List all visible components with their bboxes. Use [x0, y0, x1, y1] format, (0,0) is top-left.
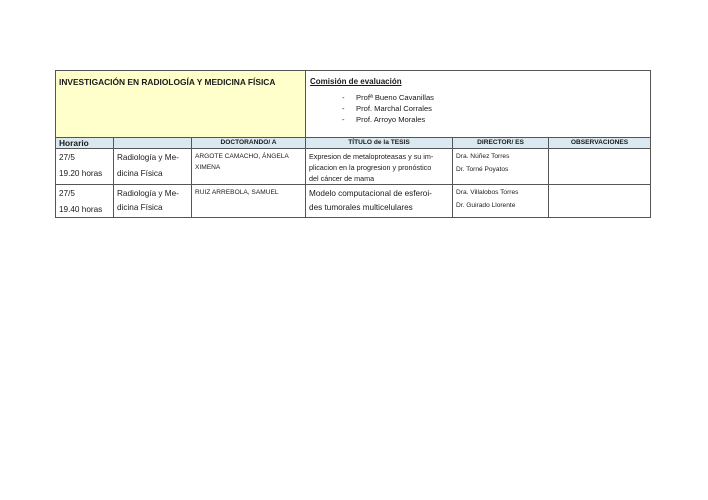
area-line: dicina Física: [117, 169, 163, 178]
observaciones-cell: [549, 149, 651, 185]
titulo-line: Expresion de metaloproteasas y su im-: [309, 152, 434, 161]
program-title: INVESTIGACIÓN EN RADIOLOGÍA Y MEDICINA FÍSICA: [56, 71, 306, 138]
col-area: [114, 138, 192, 149]
directores-cell: [453, 185, 549, 218]
table-row: [56, 185, 651, 218]
director: Dr. Guirado Llorente: [456, 202, 516, 209]
comision-member: [342, 103, 647, 114]
time: 19.20 horas: [59, 169, 103, 178]
director: Dra. Villalobos Torres: [456, 189, 519, 196]
col-doctorando: DOCTORANDO/ A: [192, 138, 306, 149]
member-name: Profª Bueno Cavanillas: [356, 93, 434, 102]
col-titulo: TÍTULO de la TESIS: [306, 138, 453, 149]
area-cell: [114, 149, 192, 185]
doctorando-line: RUIZ ARREBOLA, SAMUEL: [195, 189, 279, 196]
date: 27/5: [59, 153, 75, 162]
horario-cell: [56, 185, 114, 218]
director: Dr. Torné Poyatos: [456, 166, 509, 173]
bullet-dash: -: [342, 93, 345, 102]
comision-member: [342, 92, 647, 103]
titulo-line: des tumorales multicelulares: [309, 203, 413, 212]
doctorando-line: ARGOTE CAMACHO, ÁNGELA: [195, 153, 289, 160]
directores-cell: [453, 149, 549, 185]
bullet-dash: -: [342, 115, 345, 124]
time: 19.40 horas: [59, 205, 103, 214]
comision-title: Comisión de evaluación: [310, 77, 402, 86]
column-header-row: [56, 138, 651, 149]
area-line: Radiología y Me-: [117, 189, 179, 198]
area-line: Radiología y Me-: [117, 153, 179, 162]
comision-block: [306, 71, 651, 138]
member-name: Prof. Marchal Corrales: [356, 104, 432, 113]
member-name: Prof. Arroyo Morales: [356, 115, 426, 124]
titulo-cell: [306, 185, 453, 218]
area-line: dicina Física: [117, 203, 163, 212]
horario-cell: [56, 149, 114, 185]
col-directores: DIRECTOR/ ES: [453, 138, 549, 149]
comision-member: [342, 114, 647, 125]
schedule-table: [55, 70, 651, 218]
area-cell: [114, 185, 192, 218]
titulo-cell: [306, 149, 453, 185]
titulo-line: del cáncer de mama: [309, 174, 375, 183]
doctorando-line: XIMENA: [195, 164, 221, 171]
titulo-line: Modelo computacional de esferoi-: [309, 189, 432, 198]
doctorando-cell: [192, 149, 306, 185]
date: 27/5: [59, 189, 75, 198]
col-horario: Horario: [56, 138, 114, 149]
bullet-dash: -: [342, 104, 345, 113]
doctorando-cell: [192, 185, 306, 218]
titulo-line: plicacion en la progresion y pronóstico: [309, 163, 432, 172]
col-observaciones: OBSERVACIONES: [549, 138, 651, 149]
observaciones-cell: [549, 185, 651, 218]
director: Dra. Núñez Torres: [456, 153, 510, 160]
table-row: [56, 149, 651, 185]
comision-members: [342, 92, 647, 125]
title-row: [56, 71, 651, 138]
